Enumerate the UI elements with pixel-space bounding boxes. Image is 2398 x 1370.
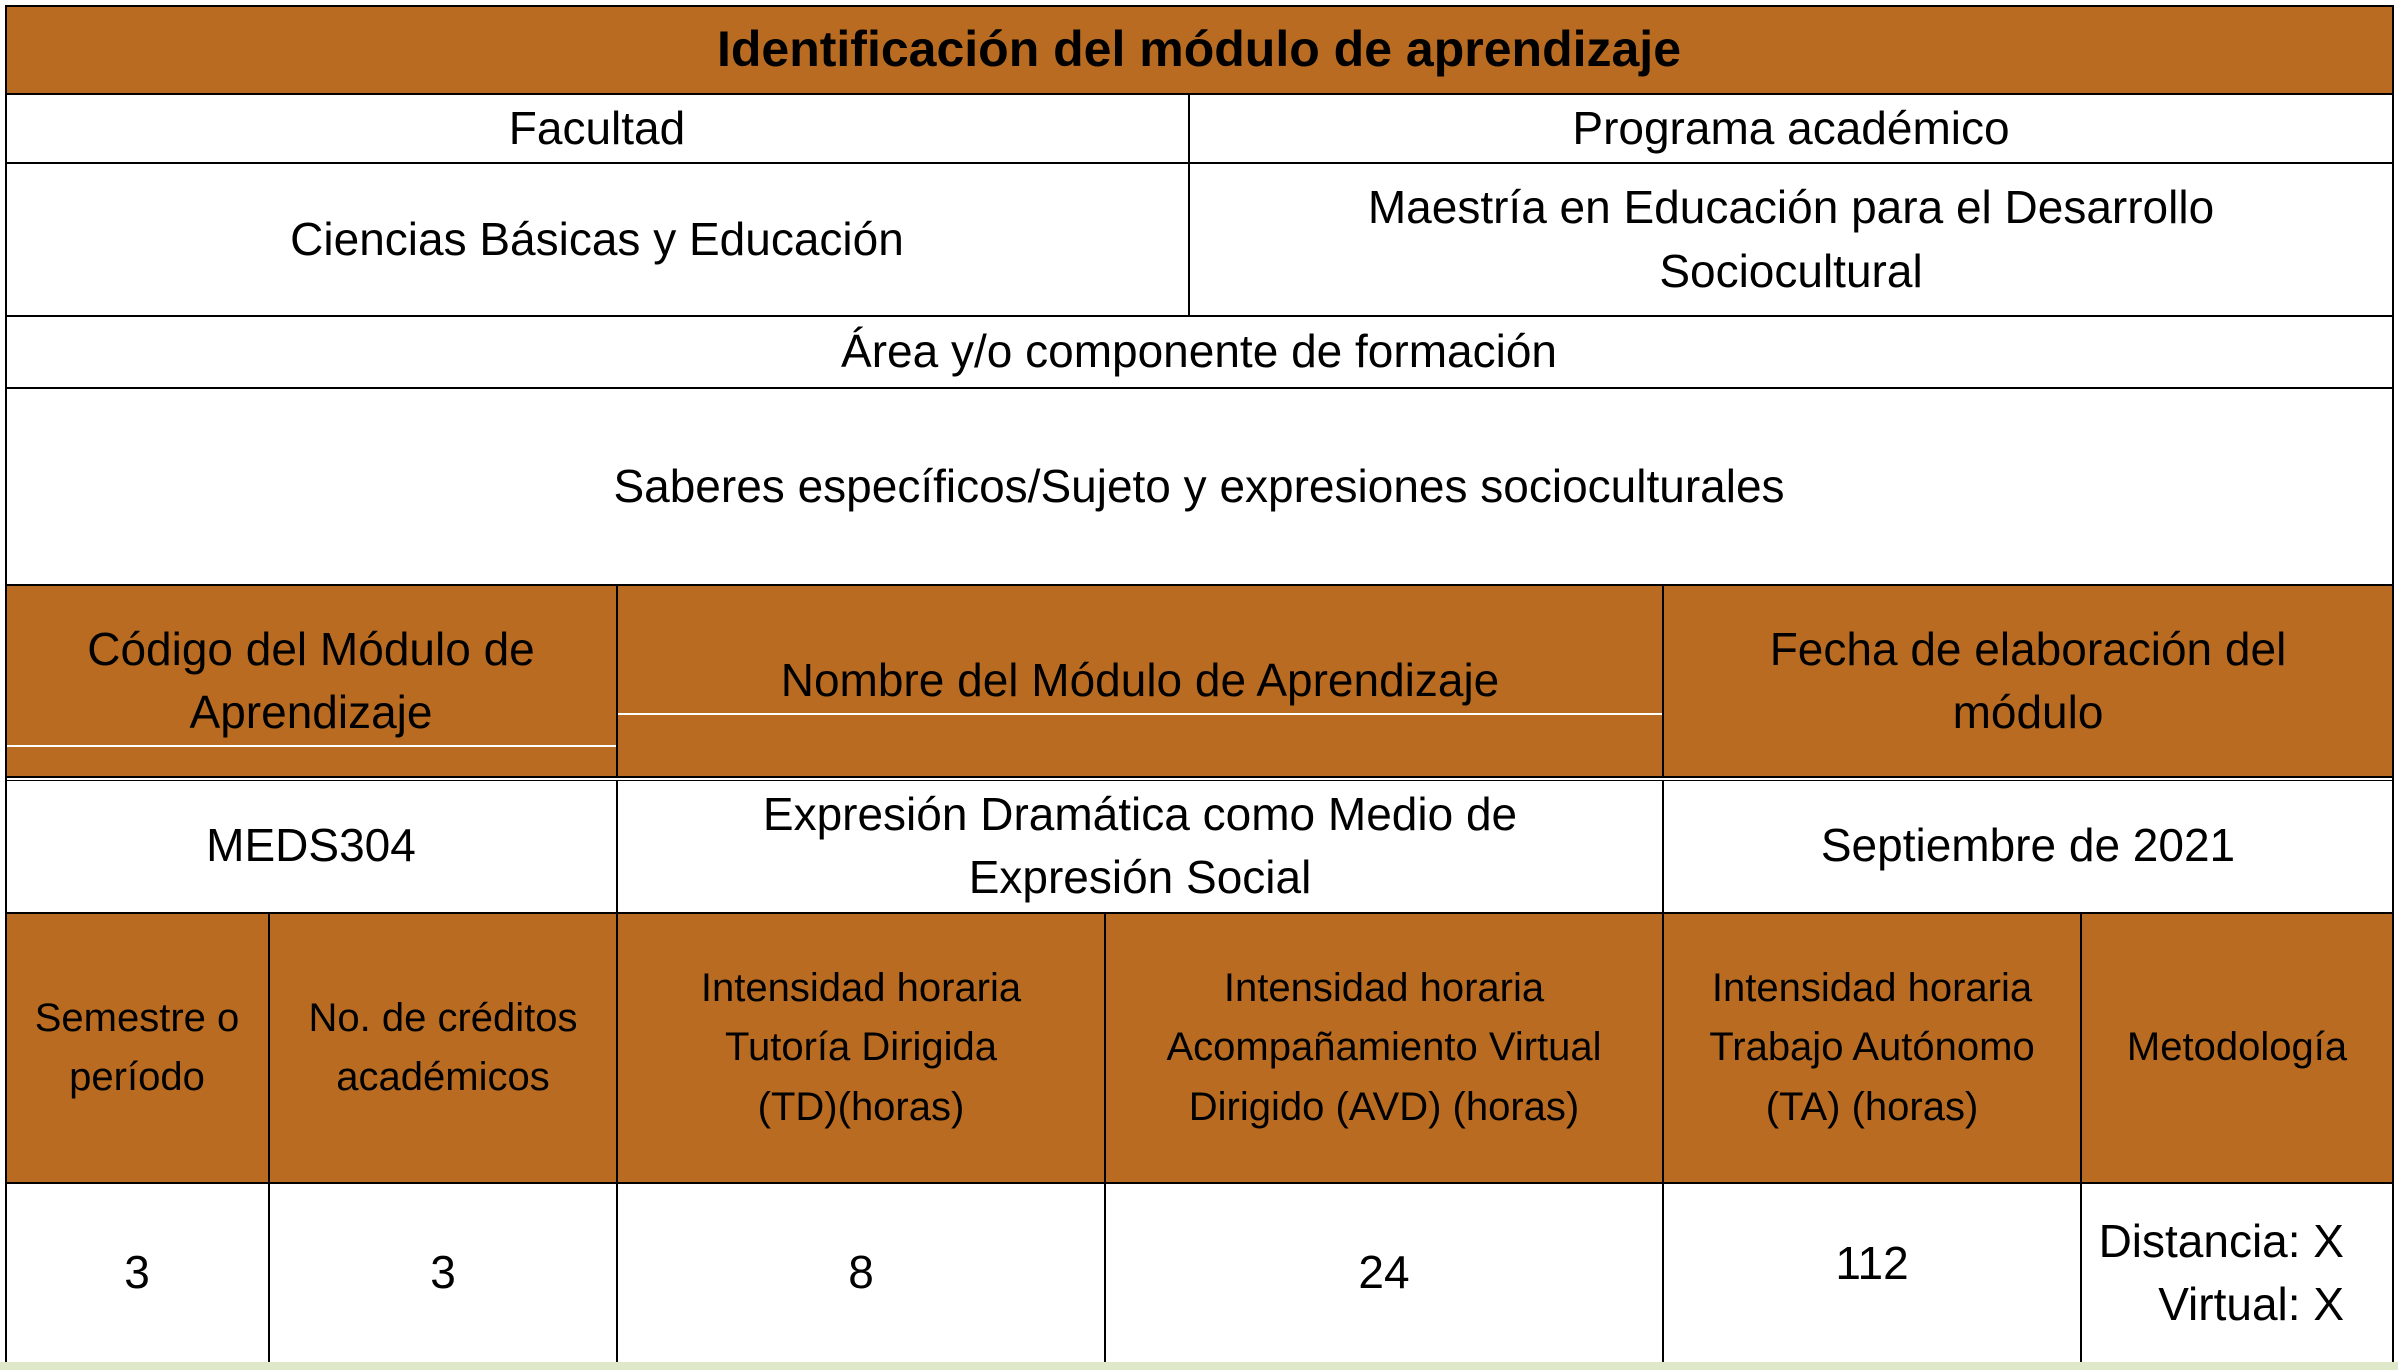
- grid-line: [5, 162, 2394, 164]
- avd-value: 24: [1106, 1184, 1662, 1362]
- semestre-label: Semestre o período: [6, 914, 268, 1182]
- grid-line: [5, 93, 2394, 95]
- avd-label: Intensidad horaria Acompañamiento Virtual Dirigido (AVD) (horas): [1106, 914, 1662, 1182]
- header-inner-line: [618, 713, 1662, 715]
- ta-value: 112: [1664, 1184, 2080, 1344]
- area-value: Saberes específicos/Sujeto y expresiones socioculturales: [6, 389, 2392, 584]
- creditos-label: No. de créditos académicos: [270, 914, 616, 1182]
- header-inner-line: [7, 745, 616, 747]
- grid-line: [2392, 5, 2394, 1362]
- grid-line: [2080, 912, 2082, 1362]
- next-section-band: [0, 1362, 2398, 1370]
- grid-line: [5, 5, 7, 1362]
- fecha-value: Septiembre de 2021: [1664, 780, 2392, 912]
- nombre-value: Expresión Dramática como Medio de Expresión Social: [618, 780, 1662, 912]
- td-value: 8: [618, 1184, 1104, 1362]
- programa-value: Maestría en Educación para el Desarrollo Sociocultural: [1310, 164, 2272, 315]
- table-title: Identificación del módulo de aprendizaje: [6, 6, 2392, 93]
- metodologia-value: [2082, 1184, 2392, 1362]
- facultad-label: Facultad: [6, 95, 1188, 162]
- grid-line: [1662, 584, 1664, 1362]
- td-label: Intensidad horaria Tutoría Dirigida (TD)(horas): [618, 914, 1104, 1182]
- area-label: Área y/o componente de formación: [6, 317, 2392, 387]
- creditos-value: 3: [270, 1184, 616, 1362]
- header-inner-line: [7, 778, 2392, 780]
- metodologia-distancia: Distancia: X: [2098, 1214, 2344, 1267]
- ta-label: Intensidad horaria Trabajo Autónomo (TA) (horas): [1664, 914, 2080, 1182]
- semestre-value: 3: [6, 1184, 268, 1362]
- grid-line: [616, 584, 618, 1362]
- grid-line: [1188, 93, 1190, 317]
- codigo-value: MEDS304: [6, 780, 616, 912]
- metodologia-label: Metodología: [2082, 914, 2392, 1182]
- metodologia-virtual: Virtual: X: [2158, 1278, 2344, 1330]
- grid-line: [5, 912, 2394, 914]
- grid-line: [5, 1182, 2394, 1184]
- grid-line: [5, 780, 2394, 781]
- programa-label: Programa académico: [1190, 95, 2392, 162]
- fecha-label: Fecha de elaboración del módulo: [1664, 586, 2392, 776]
- nombre-label: Nombre del Módulo de Aprendizaje: [618, 586, 1662, 776]
- facultad-value: Ciencias Básicas y Educación: [6, 164, 1188, 315]
- grid-line: [268, 912, 270, 1362]
- grid-line: [5, 387, 2394, 389]
- grid-line: [1104, 912, 1106, 1362]
- grid-line: [5, 5, 2394, 7]
- grid-line: [5, 584, 2394, 586]
- codigo-label: Código del Módulo de Aprendizaje: [6, 586, 616, 776]
- grid-line: [5, 315, 2394, 317]
